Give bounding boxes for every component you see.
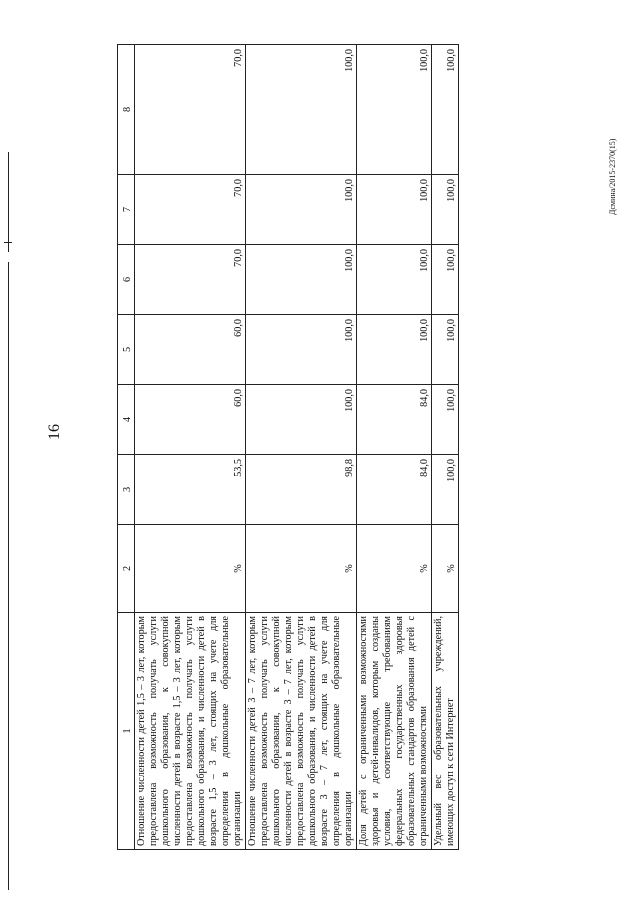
value-cell: 98,8 [246,455,357,525]
value-cell: 100,0 [357,315,432,385]
value-cell: 70,0 [135,45,246,175]
value-cell: 100,0 [246,315,357,385]
value-cell: 53,5 [135,455,246,525]
value-cell: 100,0 [432,455,459,525]
value-cell: 70,0 [135,245,246,315]
indicator-description: Доля детей с ограниченными возможностями здоровья и детей-инвалидов, которым созданы условия, соответствующие требованиям федеральных государственных здоровья образовательных стандартов образования детей с ограниченными возможностями [357,613,432,850]
value-cell: 60,0 [135,385,246,455]
table-row [432,45,459,850]
rotated-table-container [117,44,459,850]
value-cell: 100,0 [432,245,459,315]
value-cell: 84,0 [357,455,432,525]
indicator-unit: % [246,525,357,613]
value-cell: 100,0 [246,175,357,245]
value-cell: 70,0 [135,175,246,245]
header-cell: 5 [118,315,135,385]
header-cell: 4 [118,385,135,455]
page-number: 16 [46,424,63,440]
header-cell: 6 [118,245,135,315]
header-cell: 3 [118,455,135,525]
document-code: Дсмина/2015-2370(15) [608,138,617,215]
value-cell: 100,0 [432,45,459,175]
margin-line-bottom [8,262,9,890]
header-cell: 7 [118,175,135,245]
value-cell: 60,0 [135,315,246,385]
margin-line-top [8,152,9,252]
value-cell: 100,0 [246,245,357,315]
indicator-unit: % [135,525,246,613]
table-row [135,45,246,850]
indicator-description: Отношение численности детей 1,5 – 3 лет, которым предоставлена возможность получать услуги дошкольного образования, к совокупной численности детей в возрасте 1,5 – 3 лет, которым предоставлена возможность получать услуги дошкольного образования, и численности детей в возрасте 1,5 – 3 лет, стоящих на учете для определения в дошкольные образовательные организации [135,613,246,850]
value-cell: 100,0 [357,45,432,175]
table-row [246,45,357,850]
value-cell: 100,0 [432,385,459,455]
header-row [118,45,135,850]
header-cell: 2 [118,525,135,613]
value-cell: 100,0 [432,175,459,245]
value-cell: 100,0 [246,45,357,175]
indicator-description: Отношение численности детей 3 – 7 лет, которым предоставлена возможность получать услуги дошкольного образования, к совокупной численности детей в возрасте 3 – 7 лет, которым предоставлена возможность получать услуги дошкольного образования, и численности детей в возрасте 3 – 7 лет, стоящих на учете для определения в дошкольные образовательные организации [246,613,357,850]
indicator-unit: % [357,525,432,613]
indicators-table [117,44,459,850]
value-cell: 100,0 [246,385,357,455]
table-row [357,45,432,850]
indicator-unit: % [432,525,459,613]
header-cell: 8 [118,45,135,175]
indicator-description: Удельный вес образовательных учреждений, имеющих доступ к сети Интернет [432,613,459,850]
value-cell: 100,0 [432,315,459,385]
header-cell: 1 [118,613,135,850]
value-cell: 84,0 [357,385,432,455]
margin-mark [4,242,12,243]
value-cell: 100,0 [357,245,432,315]
value-cell: 100,0 [357,175,432,245]
